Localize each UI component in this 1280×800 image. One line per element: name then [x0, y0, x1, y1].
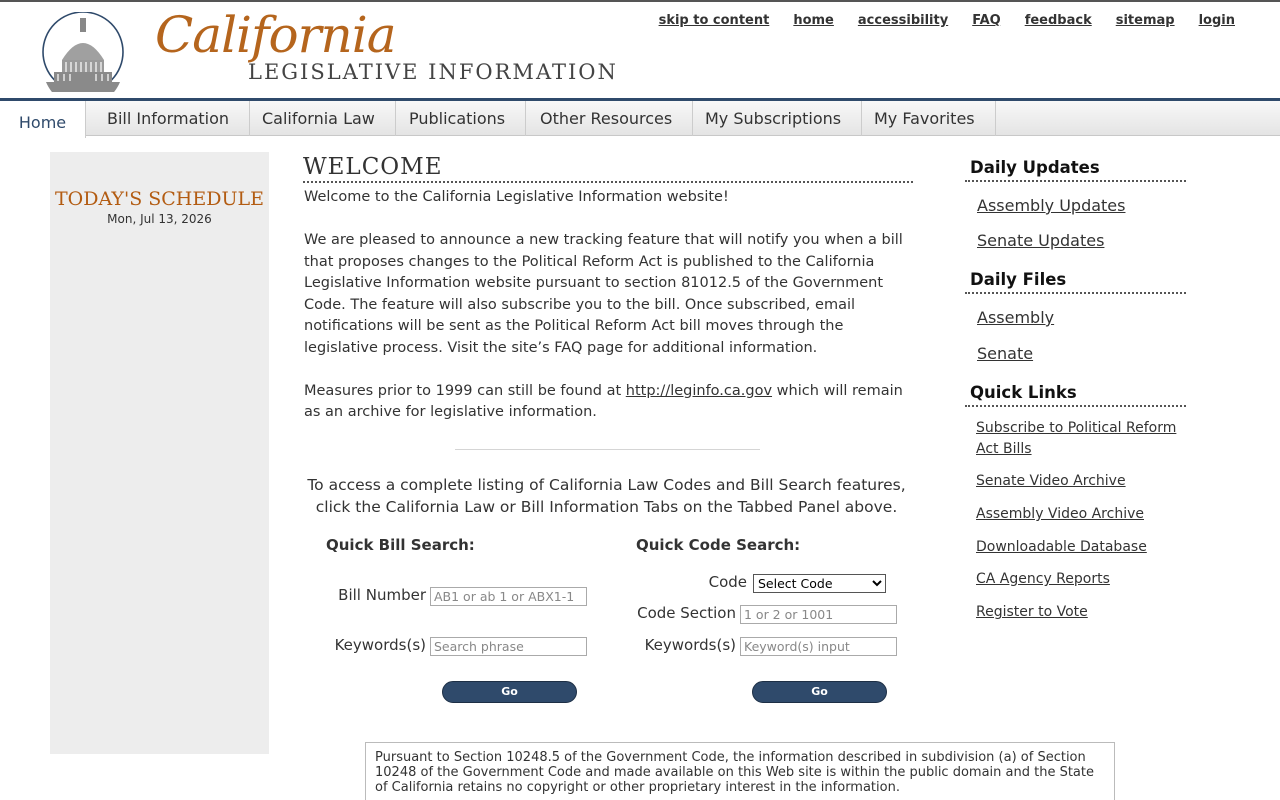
senate-daily-file-link[interactable]: Senate — [977, 344, 1034, 363]
skip-to-content-link[interactable]: skip to content — [658, 13, 770, 28]
quick-links-heading: Quick Links — [965, 383, 1186, 407]
welcome-heading: WELCOME — [303, 154, 913, 183]
assembly-updates-link[interactable]: Assembly Updates — [977, 196, 1126, 215]
tab-bill-information[interactable]: Bill Information — [87, 101, 250, 136]
quick-code-search-title: Quick Code Search: — [636, 536, 801, 554]
code-keywords-input[interactable] — [740, 637, 897, 656]
tab-california-law[interactable]: California Law — [242, 101, 396, 136]
brand-script[interactable]: California — [155, 6, 396, 64]
code-section-input[interactable] — [740, 605, 897, 624]
accessibility-link[interactable]: accessibility — [857, 13, 949, 28]
schedule-date: Mon, Jul 13, 2026 — [107, 212, 212, 226]
code-select[interactable] — [753, 574, 886, 593]
tab-my-favorites[interactable]: My Favorites — [854, 101, 996, 136]
login-link[interactable]: login — [1198, 13, 1235, 28]
welcome-intro: Welcome to the California Legislative Information website! — [304, 189, 729, 205]
code-section-label: Code Section — [637, 604, 736, 622]
ca-agency-reports-link[interactable]: CA Agency Reports — [976, 571, 1110, 587]
daily-updates-heading: Daily Updates — [965, 158, 1186, 182]
assembly-video-archive-link[interactable]: Assembly Video Archive — [976, 506, 1144, 522]
schedule-title: TODAY'S SCHEDULE — [55, 188, 264, 210]
bill-number-label: Bill Number — [338, 586, 426, 604]
todays-schedule-panel — [50, 152, 269, 754]
utility-links — [659, 13, 1235, 28]
archive-text-post: which will remain as an archive for legislative information. — [304, 382, 903, 420]
sitemap-link[interactable]: sitemap — [1115, 13, 1175, 28]
bill-number-input[interactable] — [430, 587, 587, 606]
assembly-daily-file-link[interactable]: Assembly — [977, 308, 1055, 327]
senate-updates-link[interactable]: Senate Updates — [977, 231, 1105, 250]
welcome-body — [304, 187, 904, 445]
welcome-announcement: We are pleased to announce a new tracking feature that will notify you when a bill that proposes changes to the Political Reform Act is published to the California Legislative Information website pursuant to section 81012.5 of the Government Code. The feature will also subscribe you to the bill. Once subscribed, email notifications will be sent as the Political Reform Act bill moves through the legislative process. Visit the site’s FAQ page for additional information. — [304, 232, 903, 356]
bill-keywords-label: Keywords(s) — [334, 636, 426, 654]
feedback-link[interactable]: feedback — [1024, 13, 1092, 28]
code-keywords-label: Keywords(s) — [644, 636, 736, 654]
main-tab-bar — [0, 98, 1280, 136]
archive-text-pre: Measures prior to 1999 can still be found at — [304, 382, 626, 399]
downloadable-database-link[interactable]: Downloadable Database — [976, 539, 1147, 555]
site-header — [0, 0, 1280, 100]
code-label: Code — [708, 573, 747, 591]
capitol-dome-logo[interactable] — [40, 12, 126, 92]
bill-keywords-input[interactable] — [430, 637, 587, 656]
senate-video-archive-link[interactable]: Senate Video Archive — [976, 473, 1126, 489]
legacy-site-link[interactable]: http://leginfo.ca.gov — [625, 382, 773, 399]
tab-my-subscriptions[interactable]: My Subscriptions — [685, 101, 862, 136]
bill-search-go-button[interactable]: Go — [442, 681, 577, 703]
section-divider — [455, 449, 760, 450]
access-instructions: To access a complete listing of California Law Codes and Bill Search features, click the California Law or Bill Information Tabs on the Tabbed Panel above. — [307, 476, 906, 516]
tab-home[interactable]: Home — [0, 101, 86, 138]
welcome-archive-note — [304, 381, 904, 424]
daily-files-heading: Daily Files — [965, 270, 1186, 294]
home-link[interactable]: home — [793, 13, 834, 28]
quick-bill-search-title: Quick Bill Search: — [326, 536, 475, 554]
tab-publications[interactable]: Publications — [389, 101, 526, 136]
tab-other-resources[interactable]: Other Resources — [520, 101, 693, 136]
brand-subtitle[interactable]: LEGISLATIVE INFORMATION — [248, 60, 618, 84]
public-domain-notice: Pursuant to Section 10248.5 of the Government Code, the information described in subdivision (a) of Section 10248 of the Government Code and made available on this Web site is within the public domain and the State of California retains no copyright or other proprietary interest in the information. — [365, 742, 1115, 800]
subscribe-political-reform-link[interactable]: Subscribe to Political Reform Act Bills — [976, 420, 1177, 457]
code-search-go-button[interactable]: Go — [752, 681, 887, 703]
register-to-vote-link[interactable]: Register to Vote — [976, 604, 1088, 620]
faq-link[interactable]: FAQ — [972, 13, 1001, 28]
